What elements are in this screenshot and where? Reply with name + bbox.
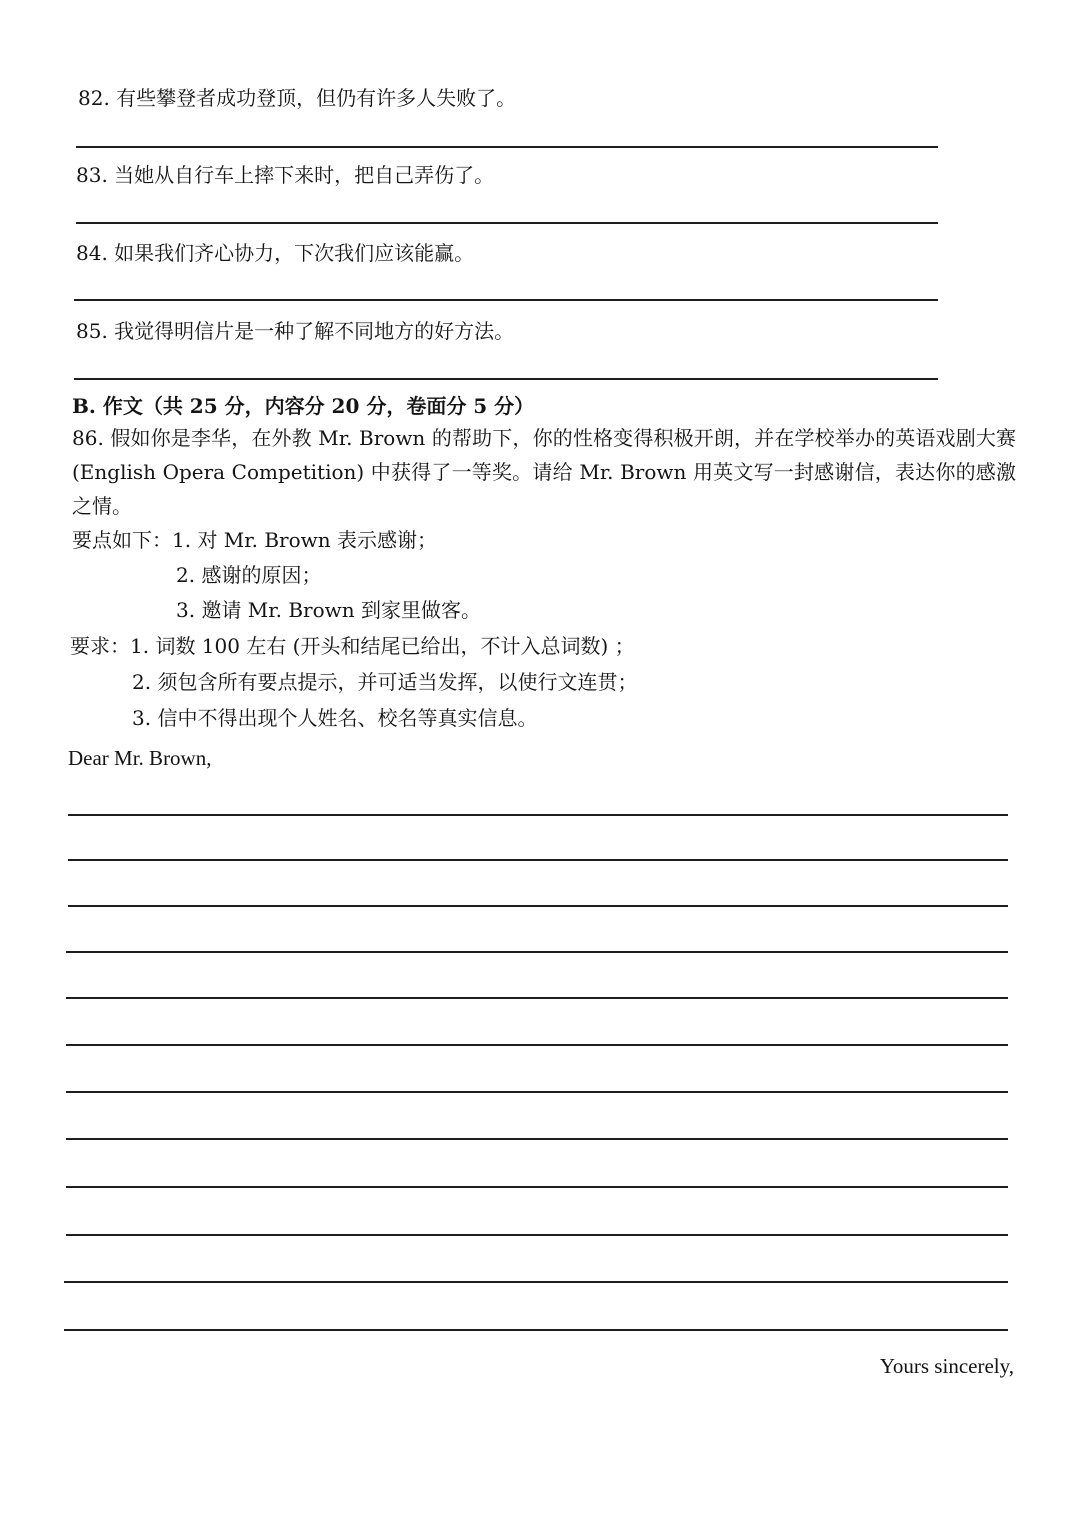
question-text: 如果我们齐心协力，下次我们应该能赢。 [114, 241, 475, 265]
writing-line[interactable] [66, 1138, 1008, 1140]
answer-line-82[interactable] [76, 146, 938, 148]
question-84 [76, 241, 474, 265]
question-text: 有些攀登者成功登顶，但仍有许多人失败了。 [116, 86, 517, 110]
writing-line[interactable] [64, 1281, 1008, 1283]
question-text: 当她从自行车上摔下来时，把自己弄伤了。 [114, 163, 495, 187]
key-point-3: 3. 邀请 Mr. Brown 到家里做客。 [176, 598, 482, 622]
question-number: 85. [76, 319, 108, 343]
section-b-heading: B. 作文（共 25 分，内容分 20 分，卷面分 5 分） [72, 394, 535, 418]
answer-line-84[interactable] [74, 299, 938, 301]
requirement-text: 1. 词数 100 左右 (开头和结尾已给出，不计入总词数) ； [130, 634, 635, 658]
key-point-1 [72, 528, 437, 552]
requirement-1 [70, 634, 635, 658]
closing: Yours sincerely, [879, 1354, 1014, 1378]
writing-line[interactable] [66, 997, 1008, 999]
question-85 [76, 319, 514, 343]
writing-line[interactable] [66, 1044, 1008, 1046]
writing-line[interactable] [68, 859, 1008, 861]
key-point-text: 1. 对 Mr. Brown 表示感谢； [172, 528, 438, 552]
question-82 [78, 86, 516, 110]
writing-line[interactable] [66, 1234, 1008, 1236]
requirement-3: 3. 信中不得出现个人姓名、校名等真实信息。 [132, 706, 538, 730]
writing-line[interactable] [68, 814, 1008, 816]
writing-line[interactable] [68, 905, 1008, 907]
answer-line-85[interactable] [74, 378, 938, 380]
question-number: 82. [78, 86, 110, 110]
question-83 [76, 163, 494, 187]
requirement-2: 2. 须包含所有要点提示，并可适当发挥，以使行文连贯； [132, 670, 638, 694]
salutation: Dear Mr. Brown, [68, 746, 212, 770]
key-points-label: 要点如下： [72, 528, 172, 552]
requirements-label: 要求： [70, 634, 130, 658]
writing-line[interactable] [66, 951, 1008, 953]
question-text: 我觉得明信片是一种了解不同地方的好方法。 [114, 319, 515, 343]
writing-line[interactable] [66, 1091, 1008, 1093]
answer-line-83[interactable] [76, 222, 938, 224]
question-number: 84. [76, 241, 108, 265]
writing-line[interactable] [64, 1329, 1008, 1331]
writing-line[interactable] [66, 1186, 1008, 1188]
key-point-2: 2. 感谢的原因； [176, 563, 322, 587]
question-number: 83. [76, 163, 108, 187]
writing-prompt: 86. 假如你是李华，在外教 Mr. Brown 的帮助下，你的性格变得积极开朗，并在学校举办的英语戏剧大赛 (English Opera Competition) 中获得了一等奖。请给 Mr. Brown 用英文写一封感谢信，表达你的感激之情。 [72, 426, 1016, 518]
